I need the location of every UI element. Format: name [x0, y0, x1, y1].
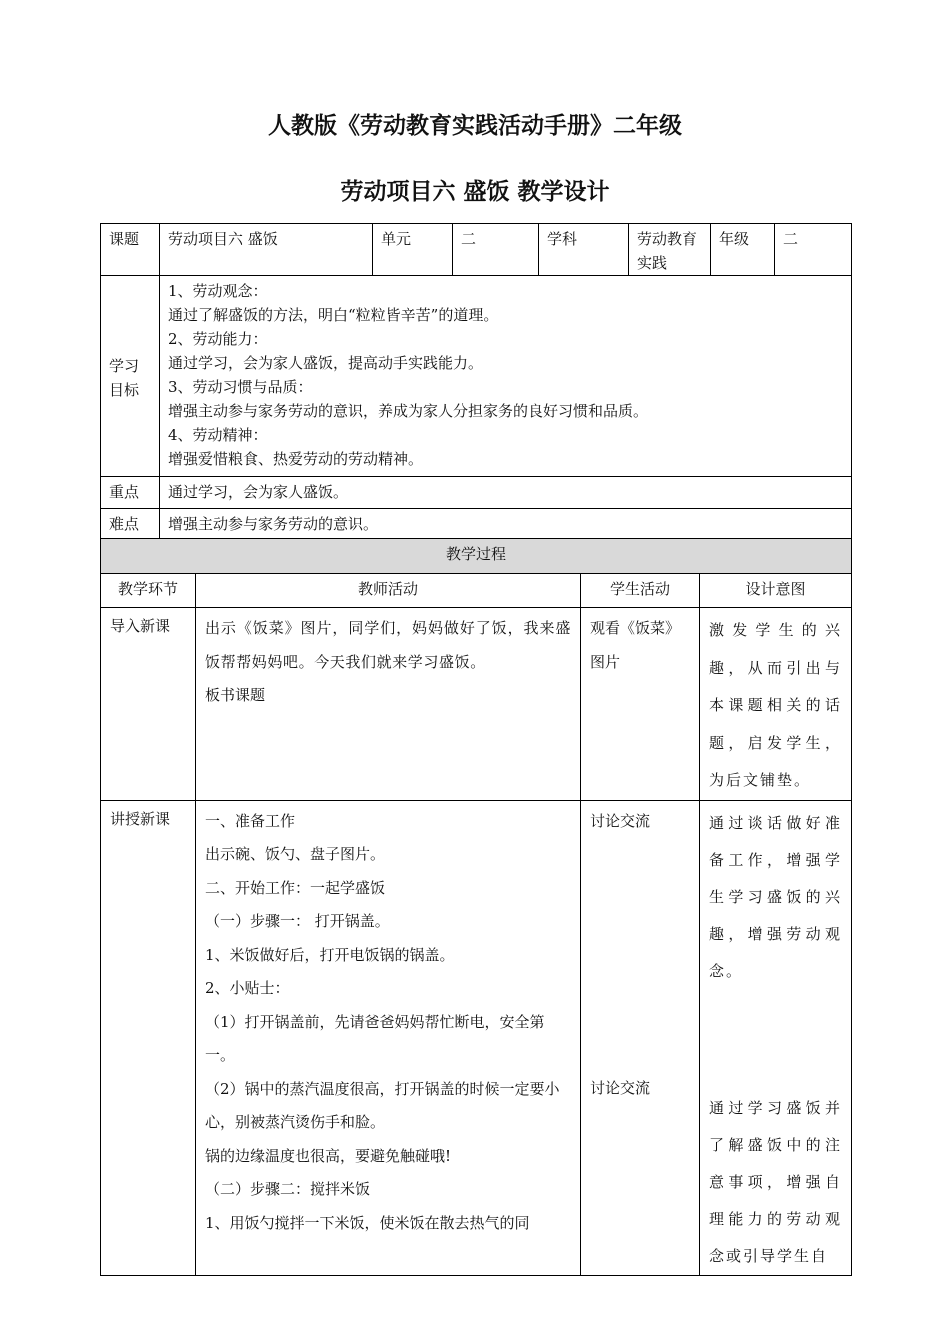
- column-header: 学生活动: [581, 574, 700, 608]
- intro-teacher-text: 板书课题: [205, 686, 266, 704]
- lesson-teacher-line: （二）步骤二：搅拌米饭: [205, 1180, 371, 1198]
- lesson-info-table: [100, 223, 852, 541]
- lesson-intent-text: 通过谈话做好准备工作，增强学生学习盛饭的兴趣，增强劳动观念。: [709, 813, 843, 980]
- grade-label: 年级: [711, 224, 775, 276]
- topic-label: 课题: [101, 224, 160, 276]
- intro-student: 观看《饭菜》图片: [581, 608, 700, 801]
- lesson-stage: 讲授新课: [101, 800, 196, 1275]
- intro-teacher-text: 出示《饭菜》图片，同学们，妈妈做好了饭，我来盛饭帮帮妈妈吧。今天我们就来学习盛饭。: [205, 619, 571, 671]
- lesson-teacher-line: 锅的边缘温度也很高，要避免触碰哦!: [205, 1146, 452, 1165]
- topic-value: 劳动项目六 盛饭: [160, 224, 373, 276]
- goals-line: 增强爱惜粮食、热爱劳动的劳动精神。: [168, 450, 424, 468]
- lesson-student-text: 讨论交流: [590, 811, 651, 830]
- lesson-teacher-line: 1、用饭勺搅拌一下米饭，使米饭在散去热气的同: [205, 1213, 530, 1232]
- goals-line: 增强主动参与家务劳动的意识，养成为家人分担家务的良好习惯和品质。: [168, 402, 649, 420]
- column-header: 设计意图: [700, 574, 852, 608]
- intro-stage: 导入新课: [101, 608, 196, 801]
- document-title: 人教版《劳动教育实践活动手册》二年级: [268, 113, 682, 139]
- subject-label: 学科: [539, 224, 629, 276]
- document-subtitle: 劳动项目六 盛饭 教学设计: [340, 179, 610, 205]
- column-header: 教学环节: [101, 574, 196, 608]
- lesson-teacher-line: 二、开始工作：一起学盛饭: [205, 878, 386, 897]
- goals-content: [160, 276, 852, 477]
- intro-intent: 激发学生的兴趣，从而引出与本课题相关的话题，启发学生，为后文铺垫。: [700, 608, 852, 801]
- lesson-intent: [700, 800, 852, 1275]
- goals-line: 4、劳动精神：: [168, 426, 268, 444]
- difficulty-value: 增强主动参与家务劳动的意识。: [160, 509, 852, 541]
- goals-label: 学习目标: [101, 276, 160, 477]
- unit-value: 二: [453, 224, 539, 276]
- lesson-teacher-line: 1、米饭做好后，打开电饭锅的锅盖。: [205, 945, 455, 964]
- lesson-teacher-line: （一）步骤一： 打开锅盖。: [205, 912, 390, 930]
- goals-line: 通过学习，会为家人盛饭，提高动手实践能力。: [168, 354, 484, 372]
- goals-line: 1、劳动观念：: [168, 282, 268, 300]
- lesson-teacher-line: 一、准备工作: [205, 811, 296, 830]
- lesson-student-text: 讨论交流: [590, 1079, 651, 1097]
- key-point-value: 通过学习，会为家人盛饭。: [160, 477, 852, 509]
- lesson-student: [581, 800, 700, 1275]
- lesson-teacher-line: 出示碗、饭勺、盘子图片。: [205, 845, 386, 863]
- goals-line: 2、劳动能力：: [168, 330, 268, 348]
- process-heading: 教学过程: [101, 539, 852, 574]
- difficulty-label: 难点: [101, 509, 160, 541]
- goals-line: 通过了解盛饭的方法，明白“粒粒皆辛苦”的道理。: [168, 306, 499, 324]
- key-point-label: 重点: [101, 477, 160, 509]
- lesson-teacher-line: （1）打开锅盖前，先请爸爸妈妈帮忙断电，安全第一。: [205, 1012, 545, 1064]
- lesson-teacher-line: 2、小贴士：: [205, 979, 290, 997]
- lesson-intent-text: 通过学习盛饭并了解盛饭中的注意事项，增强自理能力的劳动观念或引导学生自: [709, 1098, 843, 1265]
- column-header: 教师活动: [196, 574, 581, 608]
- subject-value: 劳动教育实践: [629, 224, 711, 276]
- grade-value: 二: [775, 224, 852, 276]
- goals-line: 3、劳动习惯与品质：: [168, 378, 313, 396]
- unit-label: 单元: [373, 224, 453, 276]
- intro-teacher: [196, 608, 581, 801]
- lesson-teacher-line: （2）锅中的蒸汽温度很高，打开锅盖的时候一定要小心，别被蒸汽烫伤手和脸。: [205, 1079, 560, 1131]
- teaching-process-table: [100, 538, 852, 1276]
- lesson-teacher: [196, 800, 581, 1275]
